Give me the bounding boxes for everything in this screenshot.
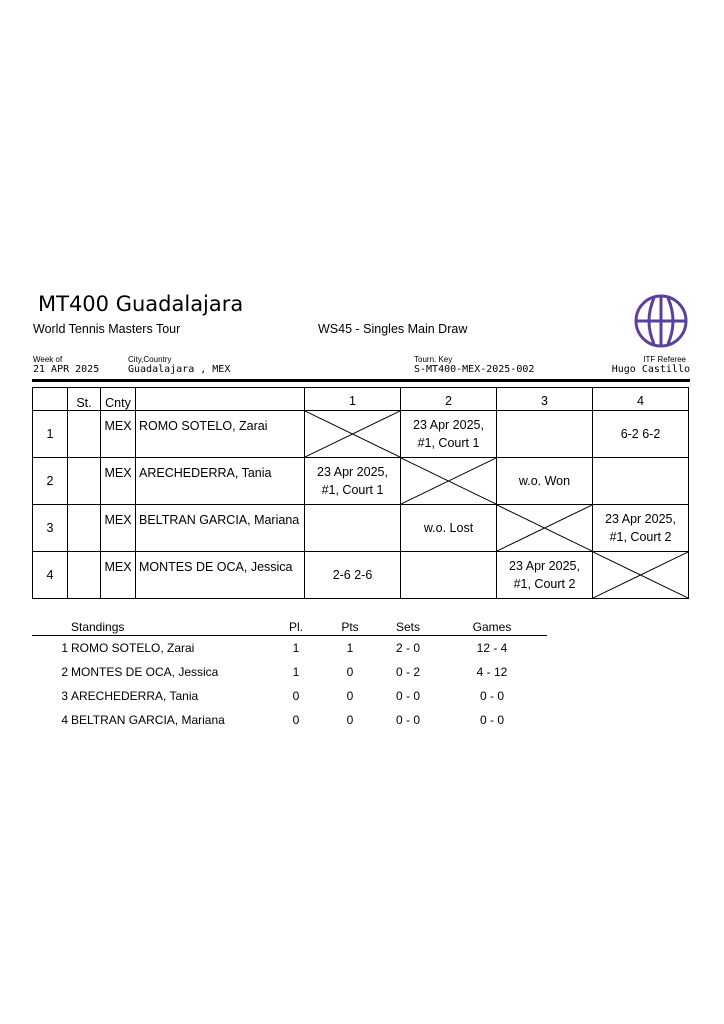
player-status: [68, 411, 101, 458]
match-cell: [593, 411, 689, 458]
match-cell: [497, 411, 593, 458]
standings-table: [32, 618, 547, 732]
standings-rank: 4: [61, 713, 68, 727]
standings-rank-header: [32, 618, 71, 636]
week-label: Week of: [33, 355, 63, 364]
player-country: MEX: [101, 458, 136, 505]
match-cell: [305, 552, 401, 599]
match-cell: [305, 505, 401, 552]
self-match-cross: [401, 458, 497, 505]
standings-sets: 0 - 0: [395, 713, 420, 727]
standings-row: [32, 660, 547, 684]
standings-pl-header: Pl.: [271, 618, 321, 636]
match-line-1: 6-2 6-2: [620, 427, 661, 441]
player-status: [68, 458, 101, 505]
match-line-1: w.o. Won: [518, 474, 571, 488]
standings-sets: 0 - 2: [395, 665, 420, 679]
player-name: BELTRAN GARCIA, Mariana: [136, 505, 305, 552]
match-line-1: 23 Apr 2025,: [317, 465, 388, 479]
standings-pl: 1: [292, 641, 300, 655]
player-country: MEX: [101, 505, 136, 552]
week-value: 21 APR 2025: [33, 364, 100, 375]
header-num-cell: [33, 388, 68, 411]
match-cell: [593, 505, 689, 552]
player-name: MONTES DE OCA, Jessica: [136, 552, 305, 599]
standings-row: [32, 636, 547, 661]
player-name: ARECHEDERRA, Tania: [136, 458, 305, 505]
standings-name: ARECHEDERRA, Tania: [71, 689, 199, 703]
standings-sets: 2 - 0: [395, 641, 420, 655]
player-row: [33, 458, 689, 505]
standings-pl: 0: [292, 713, 300, 727]
match-line-1: 23 Apr 2025,: [509, 559, 580, 573]
header-st: St.: [68, 388, 101, 411]
standings-header-row: [32, 618, 547, 636]
player-row: [33, 411, 689, 458]
standings-title: Standings: [71, 618, 271, 636]
standings-rank: 3: [61, 689, 68, 703]
referee-label: ITF Referee: [643, 355, 686, 364]
match-cell: [305, 458, 401, 505]
self-match-cross: [305, 411, 401, 458]
header-col-4: 4: [593, 388, 689, 411]
player-number: 2: [33, 458, 68, 505]
standings-games: 12 - 4: [476, 641, 508, 655]
cross-mark-icon: [593, 552, 688, 598]
standings-name: MONTES DE OCA, Jessica: [71, 665, 219, 679]
standings-games-header: Games: [437, 618, 547, 636]
player-number: 1: [33, 411, 68, 458]
header-col-2: 2: [401, 388, 497, 411]
match-line-2: #1, Court 2: [609, 530, 672, 544]
standings-sets: 0 - 0: [395, 689, 420, 703]
player-row: [33, 552, 689, 599]
standings-rank: 2: [61, 665, 68, 679]
self-match-cross: [497, 505, 593, 552]
match-cell: [497, 552, 593, 599]
standings-name: BELTRAN GARCIA, Mariana: [71, 713, 225, 727]
city-label: City,Country: [128, 355, 172, 364]
standings-rank: 1: [61, 641, 68, 655]
standings-pts: 0: [346, 713, 354, 727]
header-cnty: Cnty: [101, 388, 136, 411]
match-cell: [401, 505, 497, 552]
tourn-key-label: Tourn. Key: [414, 355, 453, 364]
cross-mark-icon: [401, 458, 496, 504]
standings-games: 4 - 12: [476, 665, 508, 679]
match-line-1: 2-6 2-6: [332, 568, 373, 582]
player-number: 3: [33, 505, 68, 552]
standings-pts-header: Pts: [321, 618, 379, 636]
standings-pts: 0: [346, 665, 354, 679]
header-col-3: 3: [497, 388, 593, 411]
match-cell: [593, 458, 689, 505]
city-value: Guadalajara , MEX: [128, 364, 231, 375]
match-line-1: 23 Apr 2025,: [605, 512, 676, 526]
cross-mark-icon: [497, 505, 592, 551]
referee-value: Hugo Castillo: [611, 364, 690, 375]
draw-header-row: [33, 388, 689, 411]
standings-pts: 0: [346, 689, 354, 703]
standings-games: 0 - 0: [479, 689, 504, 703]
player-status: [68, 552, 101, 599]
standings-games: 0 - 0: [479, 713, 504, 727]
round-robin-draw-table: [32, 387, 689, 599]
match-line-2: #1, Court 1: [321, 483, 384, 497]
match-line-2: #1, Court 1: [417, 436, 480, 450]
match-cell: [401, 411, 497, 458]
header-divider: [32, 379, 690, 382]
player-name: ROMO SOTELO, Zarai: [136, 411, 305, 458]
tournament-title: MT400 Guadalajara: [38, 292, 244, 316]
player-number: 4: [33, 552, 68, 599]
draw-name: WS45 - Singles Main Draw: [318, 322, 468, 336]
standings-pts: 1: [346, 641, 354, 655]
tennis-ball-logo-icon: [632, 294, 690, 348]
match-cell: [401, 552, 497, 599]
standings-pl: 0: [292, 689, 300, 703]
player-country: MEX: [101, 552, 136, 599]
standings-row: [32, 684, 547, 708]
tourn-key-value: S-MT400-MEX-2025-002: [414, 364, 535, 375]
match-line-1: w.o. Lost: [423, 521, 474, 535]
player-row: [33, 505, 689, 552]
match-line-1: 23 Apr 2025,: [413, 418, 484, 432]
self-match-cross: [593, 552, 689, 599]
header-name-cell: [136, 388, 305, 411]
header-col-1: 1: [305, 388, 401, 411]
player-status: [68, 505, 101, 552]
tour-name: World Tennis Masters Tour: [33, 322, 181, 336]
standings-sets-header: Sets: [379, 618, 437, 636]
standings-row: [32, 708, 547, 732]
standings-pl: 1: [292, 665, 300, 679]
player-country: MEX: [101, 411, 136, 458]
match-cell: [497, 458, 593, 505]
cross-mark-icon: [305, 411, 400, 457]
standings-name: ROMO SOTELO, Zarai: [71, 641, 195, 655]
match-line-2: #1, Court 2: [513, 577, 576, 591]
